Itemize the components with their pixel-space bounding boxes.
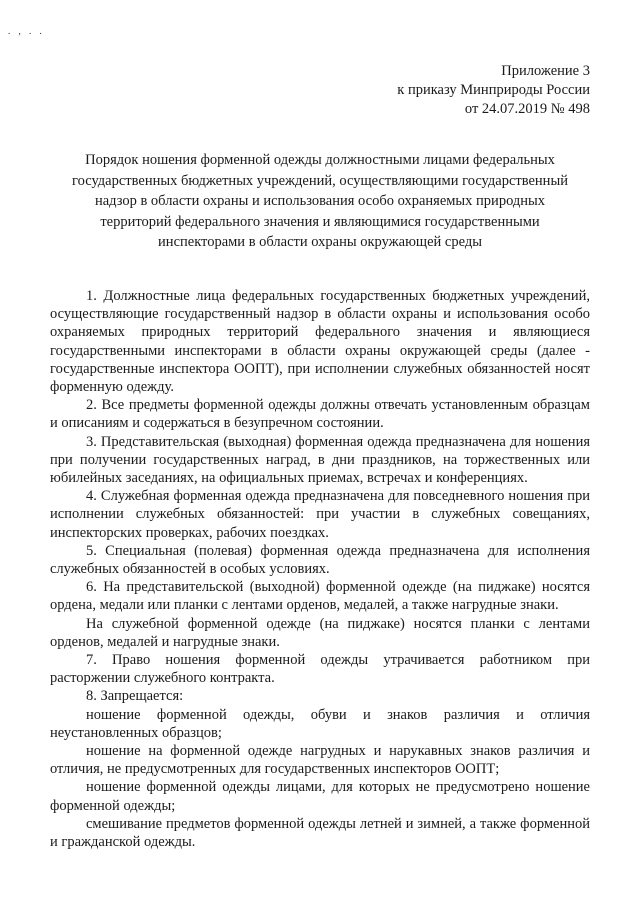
title-line: государственных бюджетных учреждений, осуществляющими государственный: [72, 172, 568, 189]
paragraph-6-continued: На служебной форменной одежде (на пиджаке) носятся планки с лентами орденов, медалей и нагрудные знаки.: [50, 615, 590, 650]
paragraph-7: 7. Право ношения форменной одежды утрачивается работником при расторжении служебного контракта.: [50, 652, 590, 687]
order-reference: к приказу Минприроды России: [397, 82, 590, 98]
document-body: [50, 287, 590, 851]
appendix-number: Приложение 3: [501, 63, 590, 79]
paragraph-1: 1. Должностные лица федеральных государственных бюджетных учреждений, осуществляющие государственный надзор в области охраны и использования особо охраняемых природных территорий федерального значения и являющиеся государственными инспекторами в области охраны окружающей среды (далее - государственные инспектора ООПТ), при исполнении служебных обязанностей носят форменную одежду.: [50, 288, 590, 396]
scan-marks: . , . .: [8, 26, 45, 36]
paragraph-4: 4. Служебная форменная одежда предназначена для повседневного ношения при исполнении служебных обязанностей: при участии в служебных совещаниях, инспекторских проверках, рабочих поездках.: [50, 488, 590, 541]
title-line: инспекторами в области охраны окружающей среды: [158, 234, 482, 250]
paragraph-2: 2. Все предметы форменной одежды должны отвечать установленным образцам и описаниям и содержаться в безупречном состоянии.: [50, 397, 590, 432]
appendix-header: [397, 62, 590, 119]
document-title: [40, 150, 600, 253]
prohibition-item-1: ношение форменной одежды, обуви и знаков различия и отличия неустановленных образцов;: [50, 706, 590, 741]
paragraph-8: 8. Запрещается:: [86, 688, 184, 705]
order-date: от 24.07.2019 № 498: [464, 101, 590, 117]
prohibition-item-3: ношение форменной одежды лицами, для которых не предусмотрено ношение форменной одежды;: [50, 779, 590, 814]
prohibition-item-4: смешивание предметов форменной одежды летней и зимней, а также форменной и гражданской одежды.: [50, 815, 590, 851]
paragraph-6: 6. На представительской (выходной) форменной одежде (на пиджаке) носятся ордена, медали или планки с лентами орденов, медалей, а также нагрудные знаки.: [50, 579, 590, 614]
paragraph-5: 5. Специальная (полевая) форменная одежда предназначена для исполнения служебных обязанностей в особых условиях.: [50, 542, 590, 578]
title-line: территорий федерального значения и являющимися государственными: [100, 213, 540, 230]
prohibition-item-2: ношение на форменной одежде нагрудных и нарукавных знаков различия и отличия, не предусмотренных для государственных инспекторов ООПТ;: [50, 743, 590, 778]
title-line: надзор в области охраны и использования особо охраняемых природных: [94, 193, 546, 209]
title-line: Порядок ношения форменной одежды должностными лицами федеральных: [85, 152, 555, 168]
paragraph-3: 3. Представительская (выходная) форменная одежда предназначена для ношения при получении государственных наград, в дни праздников, на торжественных или юбилейных заседаниях, на официальных приемах, встречах и конференциях.: [50, 433, 590, 487]
